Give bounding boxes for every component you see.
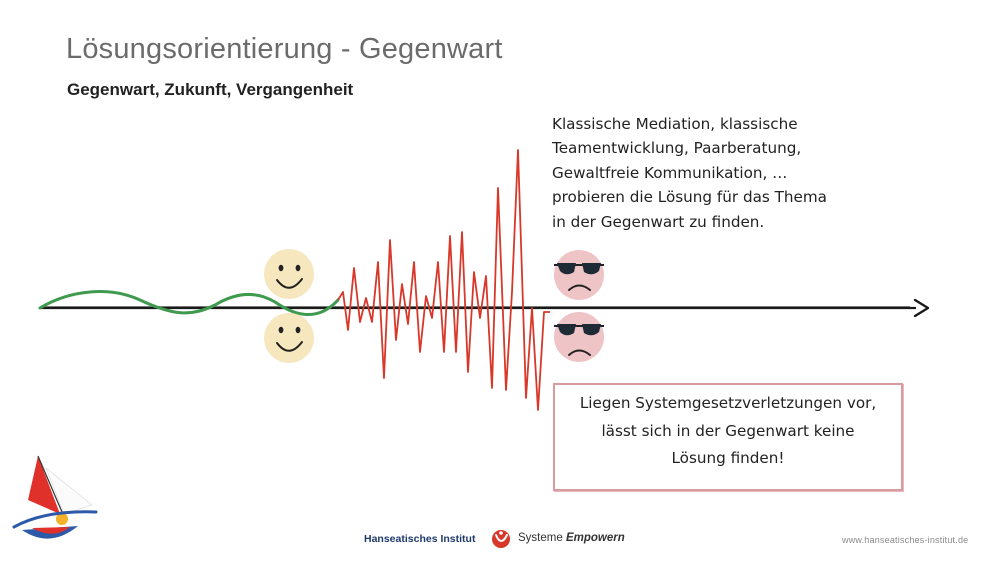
description-line: Gewaltfreie Kommunikation, … [552,163,788,182]
description-text [552,112,872,234]
sailboat-logo-icon [14,456,96,539]
note-line: Lösung finden! [671,449,785,467]
description-line: in der Gegenwart zu finden. [552,212,765,231]
footer-url: www.hanseatisches-institut.de [842,535,969,545]
description-line: Teamentwicklung, Paarberatung, [552,139,802,158]
footer-institute-name: Hanseatisches Institut [364,533,476,545]
smiley-sad-sunglasses-icon [554,250,604,300]
note-line: lässt sich in der Gegenwart keine [601,421,855,440]
warning-note-box [553,383,903,491]
slide-subtitle: Gegenwart, Zukunft, Vergangenheit [67,80,354,99]
slide-title: Lösungsorientierung - Gegenwart [66,33,503,65]
note-line: Liegen Systemgesetzverletzungen vor, [579,394,877,412]
timeline-arrow-icon [915,300,928,316]
smiley-sad-sunglasses-icon [554,312,604,362]
footer-systeme-empowern [518,532,625,544]
systeme-empowern-logo-icon [492,530,510,548]
smiley-happy-icon [264,249,314,299]
description-line: probieren die Lösung für das Thema [552,188,827,207]
description-line: Klassische Mediation, klassische [552,115,798,133]
red-wave [338,150,550,410]
footer-systeme: Systeme [518,532,563,544]
footer-empowern: Empowern [565,532,625,544]
warning-note-text [555,385,901,473]
smiley-happy-icon [264,313,314,363]
